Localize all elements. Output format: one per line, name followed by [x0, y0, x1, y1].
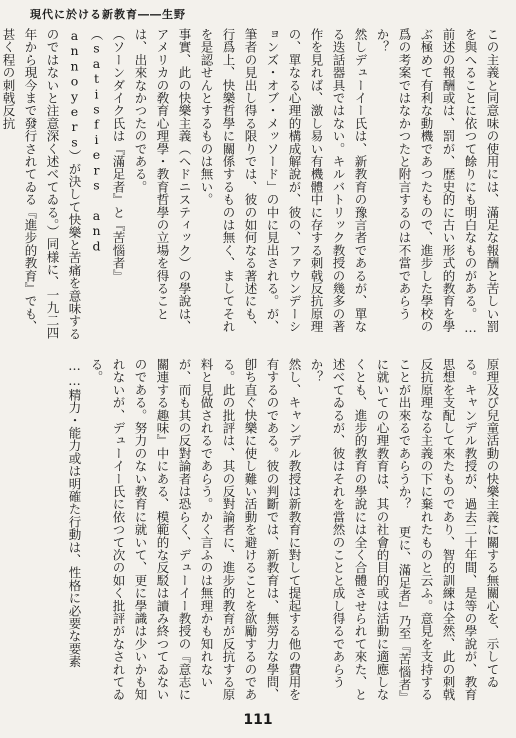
page-number: 111: [243, 712, 273, 728]
body-text-top: この主義と同意味の使用には、滿足な報酬と苦しい罰を與へることに依つて餘りにも明白なものがある。…前述の報酬或は、罰が、歴史的に古い形式的教育を學ぶ極めて有利な動機であつたもので、進步した學校の爲の考案ではなかつたと附言するのは不當であらうか？ 然しデューイー氏は、新教育の豫言者であるが、單なる迭話器具ではない。キルバトリック教授の幾多の著作を見れば、激し易い有機體中に存する刺戟反抗原理の、單なる心理的構成解說が、彼の、ファウンデーションズ・オブ・メッソード」の中に見出される。が、筆者の見出し得る限りでは、彼の如何なる著述にも、行爲上、快樂哲學に關係するものは無く、ましてそれを是認せんとするものは無い。 事實、此の快樂主義（ヘドニスティック）の學說は、アメリカの敎育心理學・教育哲學の立場を得ることは、出來なかつたのである。 （ソーンダイク氏は『滿足者』と『苦惱者』（satisfiers and annoyers）が決して快樂と苦痛を意味するのではないと注意深く述べてゐる。）同様に、一九二四年から現今まで發行されてゐる『進步的教育』でも、甚く程の刺戟反抗: [1, 28, 500, 341]
text-block-bottom: [25, 358, 503, 705]
body-text-bottom: 原理及び兒童活動の快樂主義に關する無關心を、示してゐる。キャンデル教授が、過去二十年間、是等の學說が、教育思想を支配して來たものであり、智的訓練は全然、此の刺戟反抗原理なる主義の下に棄れたものと云ふ。意見を支持することが出來るであらうか？ 更に、滿足者』乃至『苦惱者』に就いての心理教育は、其の社會的目的或は活動に適應しなくとも、進步的教育の學說には全く合體させられて來た、と述べてゐるが、彼はそれを當然のことと成し得るであらうか？ 然し、キャンデル教授は新教育に對して提起する他の費用を有するのである。彼の判斷では、新教育は、無勞力な學問、卽ち直ぐ快樂に使し難い活動を避けることを欲勵するのである。此の批評は、其の反對論者に、進步的教育が反抗する原料と見做されるであらう。かく言ふのは無理かも知れないが、而も其の反對論者は恐らく、デューイー教授の『意志に關連する趣味』中にある、模範的な反駁は讀み終つてゐないのである。努力のない教育に就いて、更に學識は少いかも知れないが、デューイー氏に依つて次の如く批評がなされてゐる。 ……精力・能力或は明確た行動は、性格に必要な要素: [67, 358, 500, 704]
running-head: 現代に於ける新教育――生野: [30, 8, 186, 21]
text-block-top: [1, 28, 503, 345]
